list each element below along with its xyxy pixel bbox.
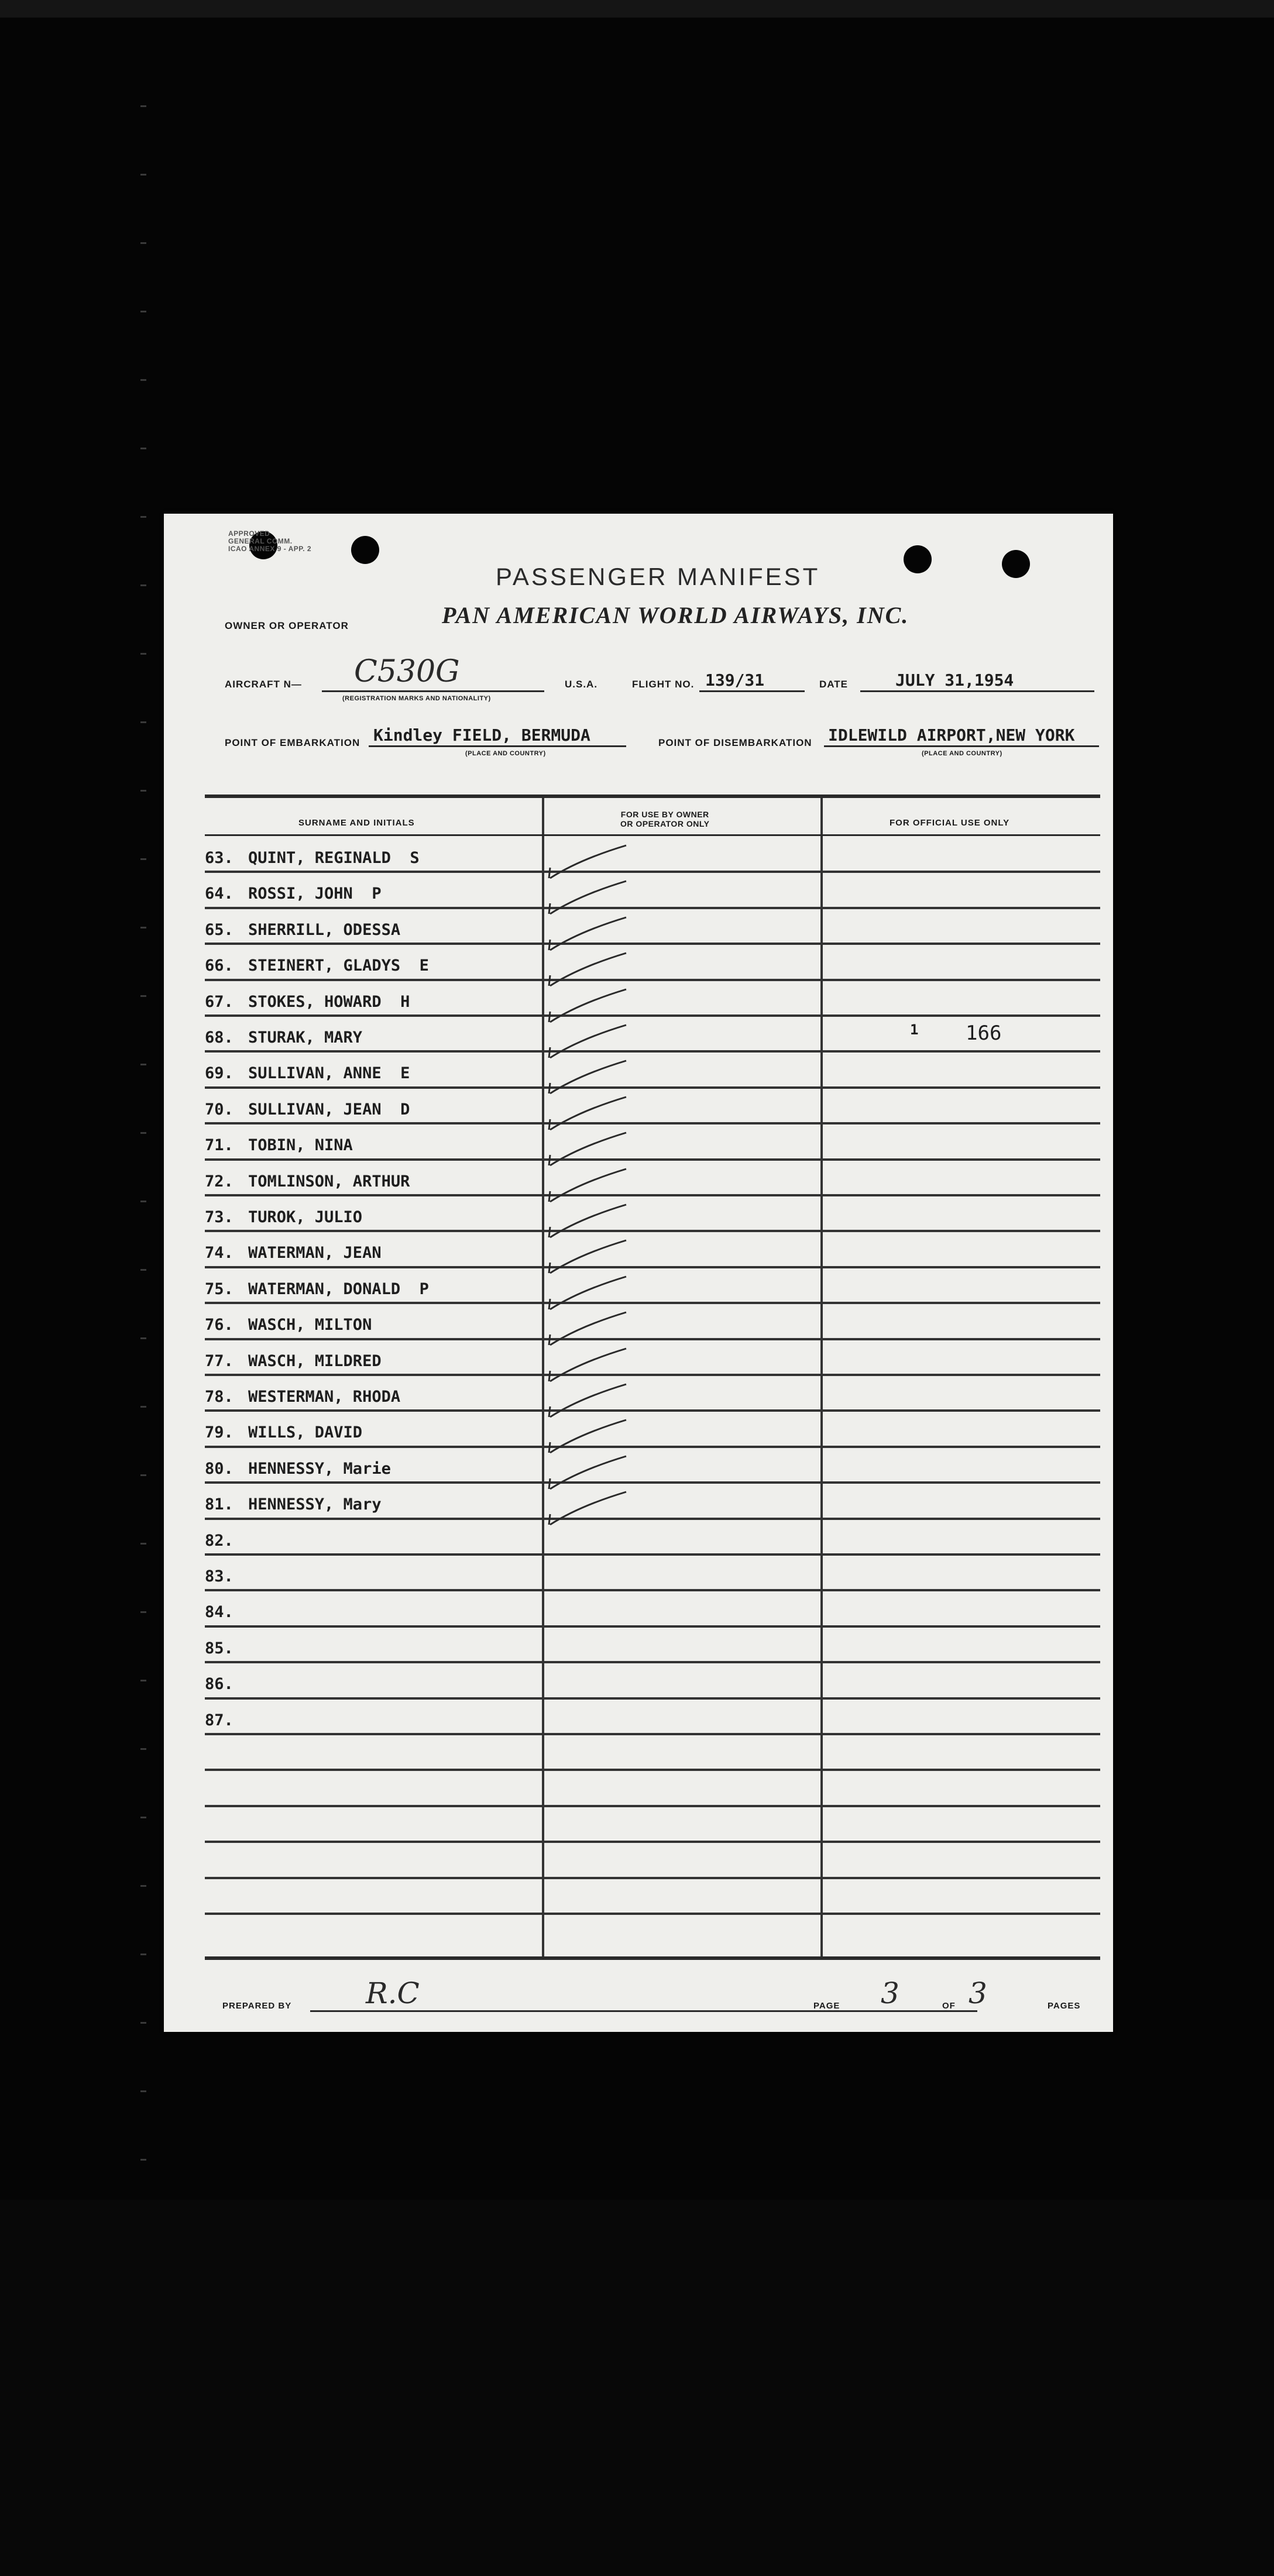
manifest-page [164,514,1113,2032]
passenger-name: SHERRILL, ODESSA [248,920,401,939]
table-top-rule [205,795,1100,798]
check-mark-icon [544,1345,632,1386]
passenger-name: WESTERMAN, RHODA [248,1388,401,1406]
passenger-name: WATERMAN, JEAN [248,1244,382,1263]
row-rule [205,979,1100,981]
col-header-official: FOR OFFICIAL USE ONLY [890,818,1010,828]
gutter-mark [140,653,146,655]
aircraft-value: C530G [354,654,460,689]
page-title: PASSENGER MANIFEST [496,563,820,590]
table-row [205,1639,248,1657]
table-row [205,1136,353,1154]
column-divider [820,798,823,1956]
row-number: 87. [205,1711,233,1729]
flight-value: 139/31 [705,670,765,690]
gutter-mark [140,1269,146,1271]
check-mark-icon [544,1416,632,1457]
gutter-mark [140,584,146,586]
row-rule [205,1014,1100,1017]
row-number: 66. [205,957,233,975]
passenger-name: TOMLINSON, ARTHUR [248,1172,410,1191]
row-number: 67. [205,992,233,1011]
row-rule [205,1338,1100,1340]
row-rule [205,1589,1100,1591]
punch-hole-icon [1002,550,1030,578]
row-number: 72. [205,1172,233,1191]
row-number: 81. [205,1495,233,1514]
table-row [205,1029,362,1047]
prepared-label: PREPARED BY [222,2001,292,2011]
col-header-name: SURNAME AND INITIALS [298,818,415,828]
scan-band-top [0,0,1274,18]
gutter-mark [140,1611,146,1613]
gutter-mark [140,311,146,312]
aircraft-sublabel: (REGISTRATION MARKS AND NATIONALITY) [342,695,491,702]
row-number: 85. [205,1639,233,1657]
row-rule [205,1050,1100,1053]
row-rule [205,1158,1100,1161]
row-number: 71. [205,1136,233,1155]
passenger-name: SULLIVAN, JEAN D [248,1100,410,1119]
passenger-name: QUINT, REGINALD S [248,849,420,867]
disembark-sublabel: (PLACE AND COUNTRY) [922,750,1002,757]
check-mark-icon [544,1273,632,1314]
gutter-mark [140,858,146,860]
check-mark-icon [544,842,632,883]
row-rule [205,1481,1100,1484]
row-rule [205,1733,1100,1735]
row-number: 70. [205,1100,233,1119]
table-row [205,1244,382,1262]
passenger-name: ROSSI, JOHN P [248,885,382,903]
gutter-mark [140,1064,146,1065]
gutter-mark [140,379,146,381]
gutter-mark [140,1885,146,1887]
check-mark-icon [544,1453,632,1494]
check-mark-icon [544,1093,632,1134]
col-header-owner [620,810,709,828]
gutter-mark [140,1680,146,1681]
usa-label: U.S.A. [565,679,598,690]
stamp-line: APPROVED [228,529,270,538]
table-row [205,1423,362,1442]
row-number: 84. [205,1603,233,1622]
row-rule [205,1122,1100,1124]
row-number: 74. [205,1244,233,1263]
disembark-label: POINT OF DISEMBARKATION [658,737,812,748]
gutter-mark [140,1817,146,1818]
aircraft-underline [322,690,544,692]
row-number: 86. [205,1675,233,1694]
embark-underline [369,745,626,747]
owner-value: PAN AMERICAN WORLD AIRWAYS, INC. [442,602,909,628]
row-rule [205,1374,1100,1376]
gutter-mark [140,2159,146,2161]
check-mark-icon [544,878,632,919]
check-mark-icon [544,1057,632,1098]
row-number: 79. [205,1423,233,1442]
embark-sublabel: (PLACE AND COUNTRY) [465,750,546,757]
gutter-mark [140,995,146,997]
gutter-mark [140,1748,146,1750]
gutter-mark [140,1406,146,1408]
row-rule [205,871,1100,873]
gutter-mark [140,1132,146,1134]
table-row [205,921,400,939]
row-rule [205,1877,1100,1879]
passenger-name: STEINERT, GLADYS E [248,957,429,975]
pages-label: PAGES [1048,2001,1081,2011]
page-label: PAGE [813,2001,840,2011]
table-row [205,957,429,975]
passenger-name: TUROK, JULIO [248,1208,363,1226]
disembark-underline [824,745,1099,747]
passenger-name: STOKES, HOWARD H [248,992,410,1011]
gutter-mark [140,516,146,518]
row-rule [205,1302,1100,1304]
row-rule [205,907,1100,909]
check-mark-icon [544,1381,632,1422]
row-rule [205,943,1100,945]
row-number: 65. [205,920,233,939]
page-value: 3 [881,1976,899,2010]
row-rule [205,1625,1100,1628]
row-rule [205,1913,1100,1915]
row-rule [205,1086,1100,1089]
check-mark-icon [544,1201,632,1242]
passenger-name: WASCH, MILTON [248,1316,372,1335]
table-row [205,849,420,867]
table-row [205,1172,410,1191]
row-rule [205,1409,1100,1412]
row-number: 63. [205,849,233,867]
table-row [205,1532,248,1550]
row-rule [205,1553,1100,1556]
prepared-value: R.C [366,1976,420,2010]
gutter-mark [140,927,146,928]
check-mark-icon [544,1165,632,1206]
owner-label: OWNER OR OPERATOR [225,620,349,631]
of-label: OF [942,2001,956,2011]
col-header-owner-line: FOR USE BY OWNER [620,810,709,819]
check-mark-icon [544,950,632,990]
table-row [205,1064,410,1082]
gutter-mark [140,105,146,107]
check-mark-icon [544,1022,632,1062]
passenger-name: HENNESSY, Mary [248,1495,382,1514]
row-rule [205,1805,1100,1807]
of-value: 3 [969,1976,987,2010]
flight-label: FLIGHT NO. [632,679,695,690]
check-mark-icon [544,1488,632,1529]
stamp-line: GENERAL COMM. [228,537,293,545]
row-number: 76. [205,1316,233,1335]
row-number: 75. [205,1280,233,1298]
passenger-name: WASCH, MILDRED [248,1351,382,1370]
check-mark-icon [544,914,632,955]
punch-hole-icon [351,536,379,564]
gutter-mark [140,2022,146,2024]
embark-value: Kindley FIELD, BERMUDA [373,725,590,745]
check-mark-icon [544,986,632,1027]
gutter-mark [140,2090,146,2092]
gutter-mark [140,1474,146,1476]
date-value: JULY 31,1954 [895,670,1014,690]
date-underline [860,690,1094,692]
table-row [205,1280,429,1298]
col-header-owner-line: OR OPERATOR ONLY [620,819,710,828]
passenger-name: WATERMAN, DONALD P [248,1280,429,1298]
table-row [205,1316,372,1334]
table-row [205,1567,248,1586]
row-number: 64. [205,885,233,903]
stamp-line: ICAO ANNEX 9 - APP. 2 [228,545,312,553]
table-row [205,1603,248,1621]
row-number: 80. [205,1459,233,1478]
row-rule [205,1518,1100,1520]
table-row [205,993,410,1011]
row-number: 68. [205,1029,233,1047]
gutter-mark [140,1201,146,1202]
table-row [205,1711,248,1729]
gutter-mark [140,1543,146,1545]
approval-stamp [228,530,311,553]
scan-band-bottom [0,2200,1274,2576]
table-row [205,1495,382,1514]
official-note: 166 [966,1022,1002,1045]
passenger-name: TOBIN, NINA [248,1136,353,1155]
date-label: DATE [819,679,849,690]
row-rule [205,1769,1100,1771]
row-rule [205,1266,1100,1268]
punch-hole-icon [904,545,932,573]
row-number: 82. [205,1531,233,1550]
gutter-mark [140,721,146,723]
row-rule [205,1841,1100,1843]
passenger-name: HENNESSY, Marie [248,1459,391,1478]
row-rule [205,1194,1100,1196]
gutter-mark [140,174,146,176]
gutter-mark [140,1337,146,1339]
row-rule [205,1697,1100,1700]
table-row [205,1675,248,1693]
row-number: 78. [205,1388,233,1406]
passenger-name: STURAK, MARY [248,1029,363,1047]
row-number: 77. [205,1351,233,1370]
official-mark: 1 [910,1022,919,1038]
gutter-mark [140,1954,146,1955]
table-bottom-rule [205,1956,1100,1960]
table-row [205,1100,410,1119]
check-mark-icon [544,1309,632,1350]
passenger-name: WILLS, DAVID [248,1423,363,1442]
table-row [205,1460,391,1478]
gutter-mark [140,790,146,792]
table-row [205,1208,362,1226]
check-mark-icon [544,1237,632,1278]
aircraft-label: AIRCRAFT N— [225,679,302,690]
header-rule [205,834,1100,836]
row-number: 69. [205,1064,233,1083]
disembark-value: IDLEWILD AIRPORT,NEW YORK [828,725,1075,745]
row-rule [205,1661,1100,1663]
flight-underline [699,690,805,692]
row-number: 83. [205,1567,233,1586]
table-row [205,1352,382,1370]
row-rule [205,1230,1100,1232]
embark-label: POINT OF EMBARKATION [225,737,360,748]
prepared-underline [310,2010,977,2012]
table-row [205,1388,400,1406]
gutter-mark [140,448,146,449]
table-row [205,885,382,903]
row-number: 73. [205,1208,233,1226]
row-rule [205,1446,1100,1448]
gutter-mark [140,242,146,244]
passenger-name: SULLIVAN, ANNE E [248,1064,410,1083]
check-mark-icon [544,1129,632,1170]
